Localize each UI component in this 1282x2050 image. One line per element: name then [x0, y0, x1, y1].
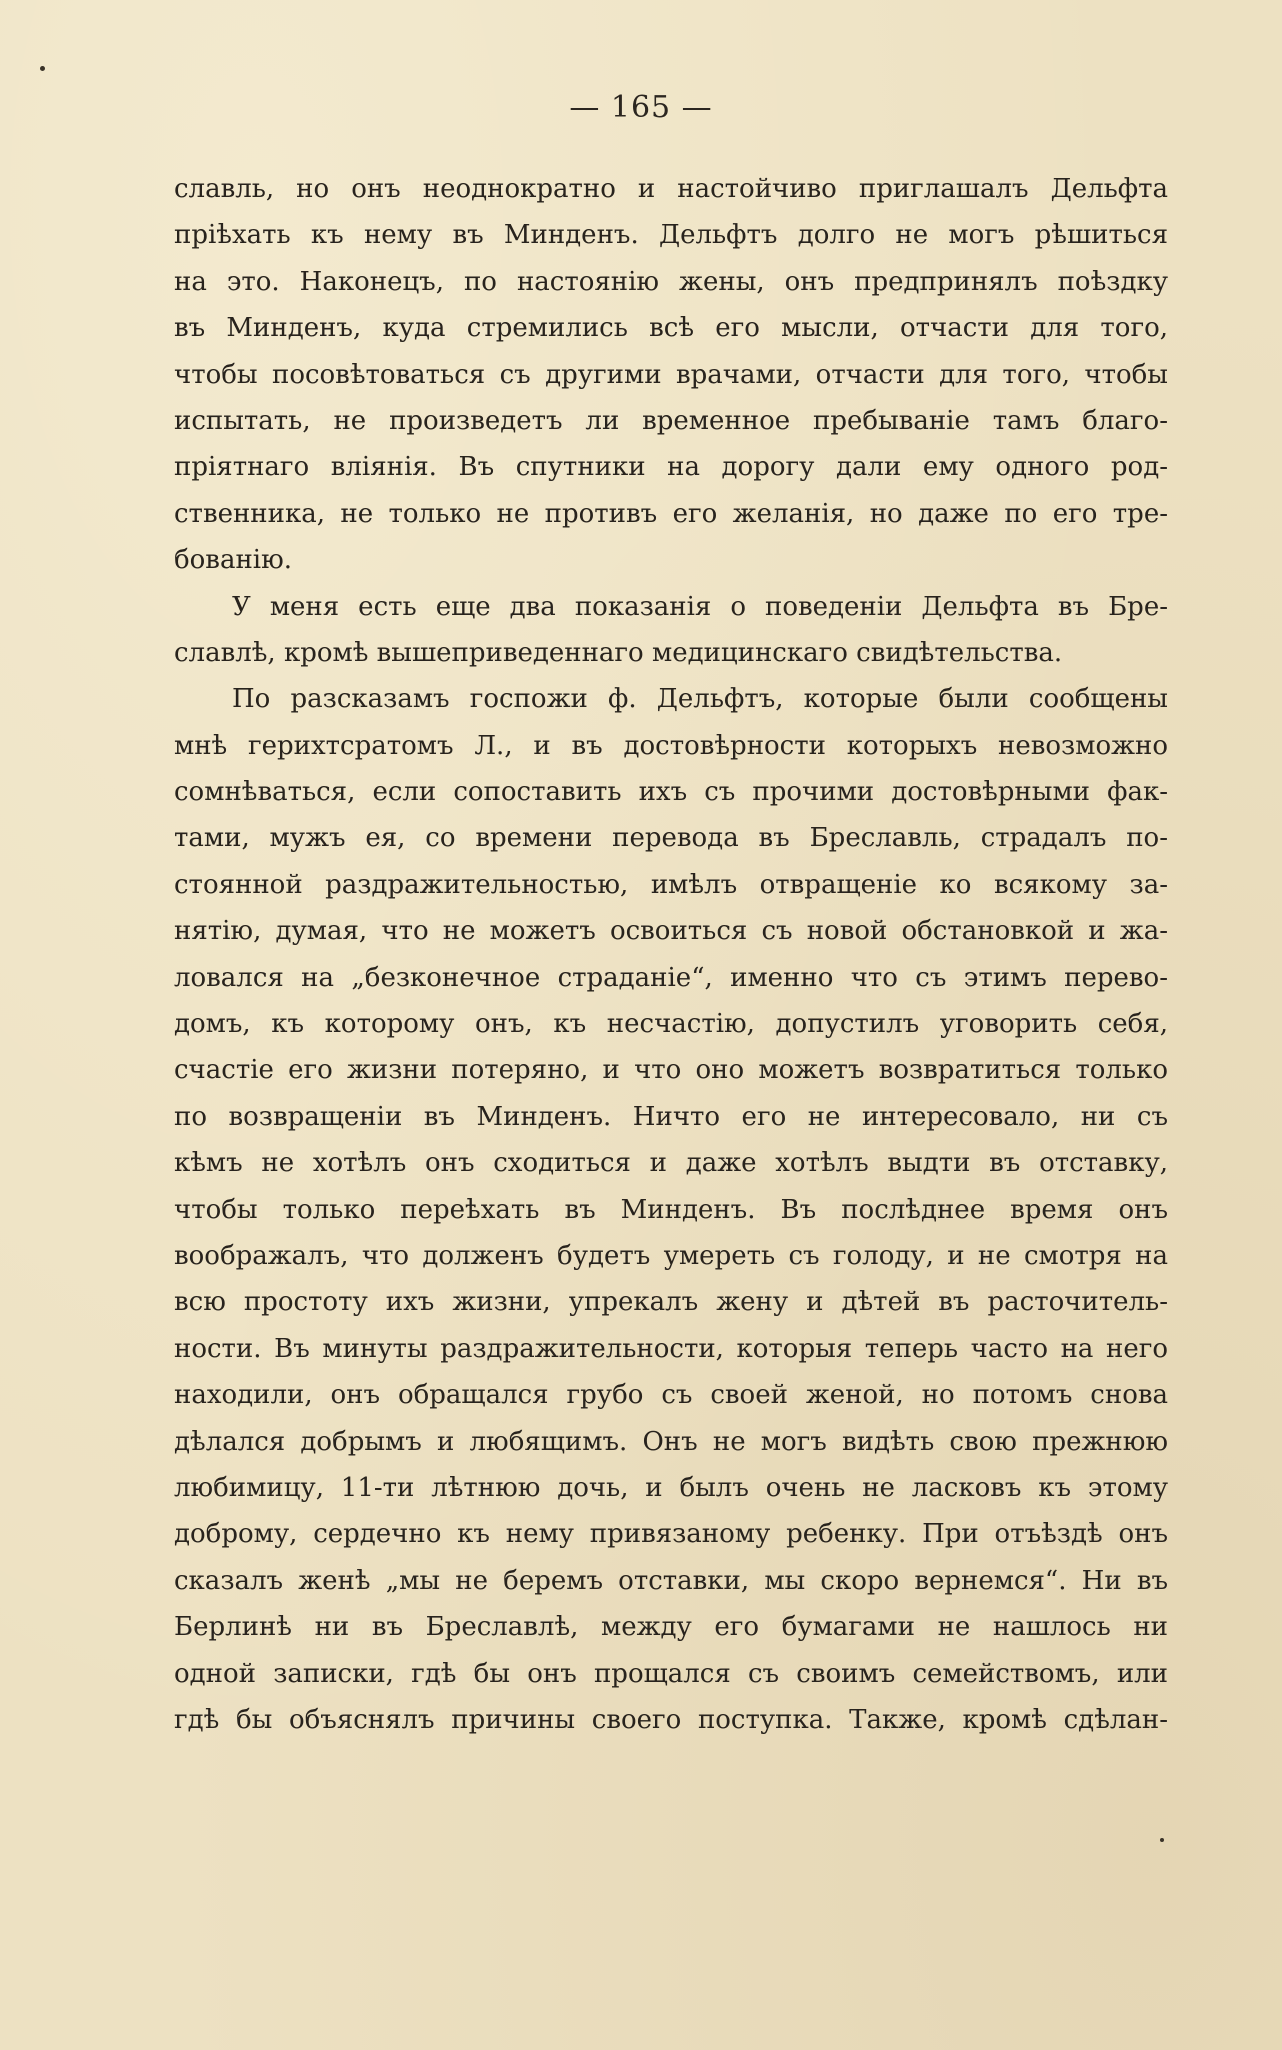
text-line: одной записки, гдѣ бы онъ прощался съ своимъ семействомъ, или	[174, 1658, 1168, 1689]
text-line: счастіе его жизни потеряно, и что оно можетъ возвратиться только	[174, 1055, 1168, 1086]
text-line: любимицу, 11-ти лѣтнюю дочь, и былъ очень не ласковъ къ этому	[174, 1472, 1168, 1503]
text-line: нятію, думая, что не можетъ освоиться съ новой обстановкой и жа-	[174, 916, 1168, 947]
paper-speck	[1160, 1838, 1164, 1842]
text-line: По разсказамъ госпожи ф. Дельфтъ, которые были сообщены	[232, 684, 1168, 715]
text-line: доброму, сердечно къ нему привязаному ребенку. При отъѣздѣ онъ	[174, 1519, 1168, 1550]
text-line: на это. Наконецъ, по настоянію жены, онъ предпринялъ поѣздку	[174, 266, 1168, 297]
text-line: пріятнаго вліянія. Въ спутники на дорогу дали ему одного род-	[174, 452, 1168, 483]
text-line: домъ, къ которому онъ, къ несчастію, допустилъ уговорить себя,	[174, 1009, 1168, 1040]
text-line: Берлинѣ ни въ Бреславлѣ, между его бумагами не нашлось ни	[174, 1612, 1168, 1643]
text-line: тами, мужъ ея, со времени перевода въ Бреславль, страдалъ по-	[174, 823, 1168, 854]
text-line: сомнѣваться, если сопоставить ихъ съ прочими достовѣрными фак-	[174, 777, 1168, 808]
text-line: ности. Въ минуты раздражительности, которыя теперь часто на него	[174, 1333, 1168, 1364]
text-line: по возвращеніи въ Минденъ. Ничто его не интересовало, ни съ	[174, 1101, 1168, 1132]
text-line: славль, но онъ неоднократно и настойчиво приглашалъ Дельфта	[174, 174, 1168, 204]
text-line: У меня есть еще два показанія о поведеніи Дельфта въ Бре-	[232, 591, 1168, 622]
text-line: гдѣ бы объяснялъ причины своего поступка. Также, кромѣ сдѣлан-	[174, 1704, 1168, 1735]
text-line: въ Минденъ, куда стремились всѣ его мысли, отчасти для того,	[174, 313, 1168, 344]
text-line: кѣмъ не хотѣлъ онъ сходиться и даже хотѣлъ выдти въ отставку,	[174, 1148, 1168, 1179]
text-line: чтобы посовѣтоваться съ другими врачами, отчасти для того, чтобы	[174, 359, 1168, 390]
text-line: дѣлался добрымъ и любящимъ. Онъ не могъ видѣть свою прежнюю	[174, 1426, 1168, 1457]
text-line: ственника, не только не противъ его желанія, но даже по его тре-	[174, 498, 1168, 529]
text-line: славлѣ, кромѣ вышеприведеннаго медицинскаго свидѣтельства.	[174, 637, 1063, 668]
text-line: стоянной раздражительностью, имѣлъ отвращеніе ко всякому за-	[174, 869, 1168, 900]
body-text	[174, 166, 1168, 1743]
text-line: бованію.	[174, 545, 292, 576]
page-number: — 165 —	[569, 90, 713, 125]
paper-speck	[40, 66, 45, 71]
text-line: пріѣхать къ нему въ Минденъ. Дельфтъ долго не могъ рѣшиться	[174, 220, 1168, 251]
text-line: чтобы только переѣхать въ Минденъ. Въ послѣднее время онъ	[174, 1194, 1168, 1225]
text-line: всю простоту ихъ жизни, упрекалъ жену и дѣтей въ расточитель-	[174, 1287, 1168, 1318]
text-line: воображалъ, что долженъ будетъ умереть съ голоду, и не смотря на	[174, 1240, 1168, 1271]
text-line: мнѣ герихтсратомъ Л., и въ достовѣрности которыхъ невозможно	[174, 730, 1168, 761]
text-line: находили, онъ обращался грубо съ своей женой, но потомъ снова	[174, 1380, 1168, 1411]
text-line: испытать, не произведетъ ли временное пребываніе тамъ благо-	[174, 405, 1168, 436]
text-line: ловался на „безконечное страданіе“, именно что съ этимъ перево-	[174, 962, 1168, 993]
text-line: сказалъ женѣ „мы не беремъ отставки, мы скоро вернемся“. Ни въ	[174, 1565, 1168, 1596]
